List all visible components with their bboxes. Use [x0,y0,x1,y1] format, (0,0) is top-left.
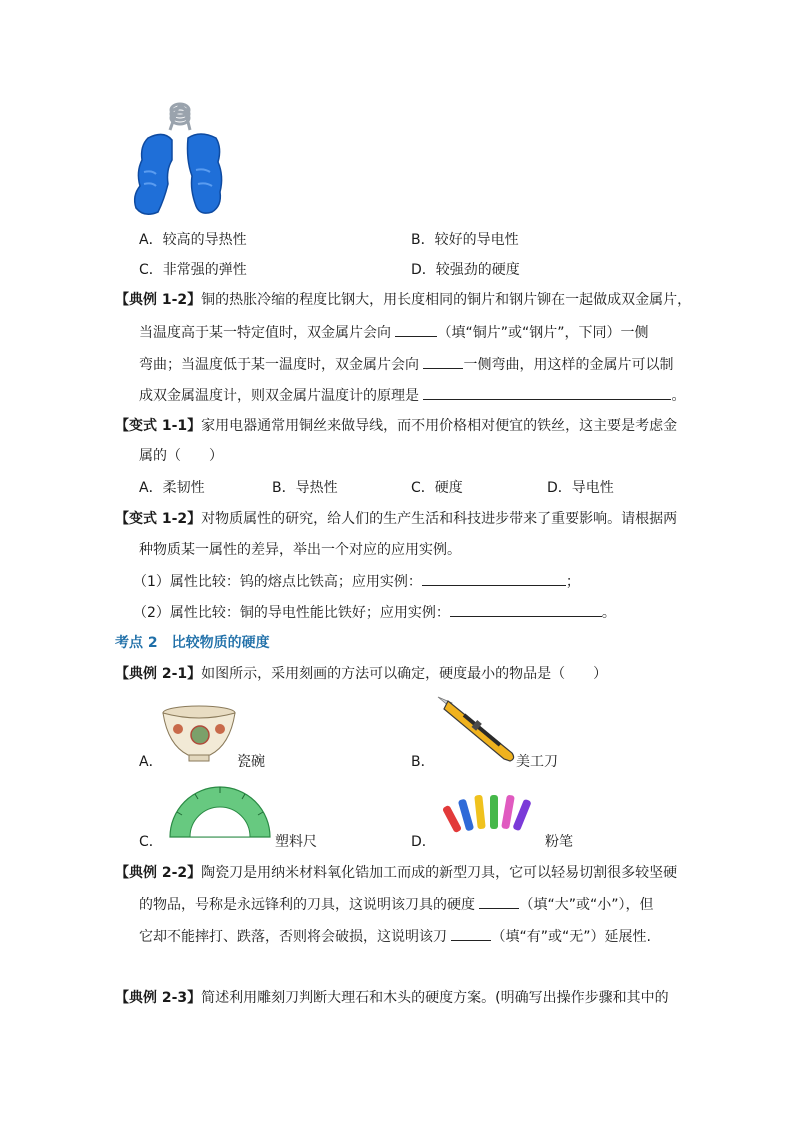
text: （填“有”或“无”）延展性. [491,929,651,945]
example-1-2-line-2 [139,322,648,343]
example-tag: 【典例 1-2】 [115,292,202,308]
text: 简述利用雕刻刀判断大理石和木头的硬度方案。(明确写出操作步骤和其中的 [201,990,669,1006]
porcelain-bowl-image [162,705,237,763]
option-b: B．较好的导电性 [411,232,519,248]
variant-tag: 【变式 1-2】 [115,511,202,527]
example-2-1-option-b: B． [411,754,435,770]
variant-1-1-option-b: B．导热性 [272,480,338,496]
protractor-image [168,783,272,841]
option-c: C．非常强的弹性 [139,262,247,278]
example-2-2-line-1 [115,863,677,883]
example-2-1-option-a: A． [139,754,163,770]
text: （2）属性比较：铜的导电性能比铁好；应用实例： [133,605,450,621]
answer-blank[interactable] [395,322,437,337]
text: 弯曲；当温度低于某一温度时，双金属片会向 [139,357,424,373]
text: 。 [601,605,616,621]
answer-blank[interactable] [422,571,566,586]
text: 对物质属性的研究，给人们的生产生活和科技进步带来了重要影响。请根据两 [201,511,678,527]
example-2-1-label-b: 美工刀 [516,754,558,770]
text: （填“铜片”或“钢片”，下同）一侧 [437,325,649,341]
example-2-1-label-a: 瓷碗 [237,754,265,770]
text: 的物品，号称是永远锋利的刀具，这说明该刀具的硬度 [139,897,480,913]
section-2-title: 考点 2 比较物质的硬度 [115,635,270,651]
variant-1-1-option-c: C．硬度 [411,480,463,496]
text: 它却不能摔打、跌落，否则将会破损，这说明该刀 [139,929,452,945]
example-2-1-label-c: 塑料尺 [275,834,317,850]
text: 铜的热胀冷缩的程度比钢大，用长度相同的铜片和钢片铆在一起做成双金属片， [201,292,692,308]
example-2-2-line-2 [139,894,653,915]
example-tag: 【典例 2-3】 [115,990,202,1006]
option-a: A．较高的导热性 [139,232,247,248]
variant-1-1-line-1 [115,416,677,436]
variant-1-1-option-d: D．导电性 [547,480,614,496]
variant-1-2-line-1 [115,509,677,529]
text: 如图所示，采用刻画的方法可以确定，硬度最小的物品是（ ） [201,666,608,682]
example-2-3-line-1 [115,988,669,1008]
text: （1）属性比较：钨的熔点比铁高；应用实例： [133,574,422,590]
example-2-1-label-d: 粉笔 [545,834,573,850]
text: ； [565,574,580,590]
text: 成双金属温度计，则双金属片温度计的原理是 [139,388,424,404]
chalk-image [440,785,540,841]
answer-blank[interactable] [423,385,671,400]
text: 陶瓷刀是用纳米材料氧化锆加工而成的新型刀具，它可以轻易切割很多较坚硬 [201,865,678,881]
example-2-1-line-1 [115,664,607,684]
variant-1-2-line-2: 种物质某一属性的差异，举出一个对应的应用实例。 [139,542,461,558]
text: （填“大”或“小”），但 [519,897,654,913]
option-d: D．较强劲的硬度 [411,262,520,278]
hand-grip-image [130,100,230,218]
answer-blank[interactable] [450,602,602,617]
text: 家用电器通常用铜丝来做导线，而不用价格相对便宜的铁丝，这主要是考虑金 [201,418,678,434]
variant-1-2-item-2 [133,602,616,623]
example-2-2-line-3 [139,926,651,947]
example-1-2-line-3 [139,354,673,375]
example-1-2-line-4 [139,385,685,406]
text: 当温度高于某一特定值时，双金属片会向 [139,325,396,341]
example-2-1-option-d: D． [411,834,436,850]
variant-1-1-option-a: A．柔韧性 [139,480,205,496]
answer-blank[interactable] [451,926,491,941]
variant-1-1-line-2: 属的（ ） [139,448,223,464]
variant-tag: 【变式 1-1】 [115,418,202,434]
example-tag: 【典例 2-2】 [115,865,202,881]
text: 。 [671,388,686,404]
answer-blank[interactable] [423,354,463,369]
example-2-1-option-c: C． [139,834,163,850]
answer-blank[interactable] [479,894,519,909]
example-1-2-line-1 [115,290,691,310]
example-tag: 【典例 2-1】 [115,666,202,682]
utility-knife-image [438,697,518,767]
text: 一侧弯曲，用这样的金属片可以制 [463,357,674,373]
variant-1-2-item-1 [133,571,580,592]
